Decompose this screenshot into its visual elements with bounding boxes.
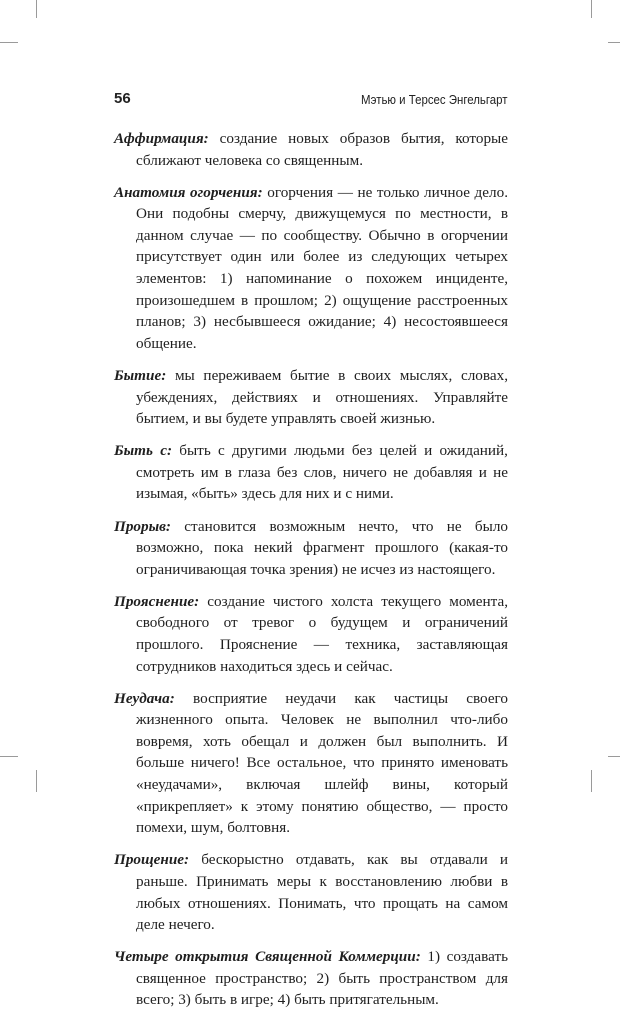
glossary-entry [114,440,508,505]
crop-mark-top-left-horizontal [0,42,18,43]
glossary [114,128,508,1021]
entry-colon: : [194,592,208,610]
glossary-entry [114,849,508,935]
crop-mark-top-right-vertical [591,0,592,18]
entry-definition: мы переживаем бытие в своих мыслях, словах, убеждениях, действиях и отношениях. Управляйте бытием, и вы будете управлять своей жизнью. [136,366,508,428]
crop-mark-top-right-horizontal [608,42,620,43]
page-header [114,90,508,112]
page-number: 56 [114,90,131,107]
entry-term: Прояснение [114,592,195,610]
entry-term: Быть с [114,442,167,460]
entry-definition: огорчения — не только личное дело. Они подобны смерчу, движущемуся по местности, в данном случае — по сообществу. Обычно в огорчении присутствует один или более из следующих четырех элементов: 1) напоминание о похожем инциденте, произошедшем в прошлом; 2) ощущение расстроенных планов; 3) несбывшееся ожидание; 4) несостоявшееся общение. [136,183,508,352]
crop-mark-bottom-left-vertical [36,770,37,792]
glossary-entry [114,365,508,430]
entry-definition: 1) создавать священное пространство; 2) быть пространством для всего; 3) быть в игре; 4) быть притягательным. [136,948,509,1009]
entry-term: Прорыв [114,517,166,535]
entry-colon: : [203,130,220,147]
entry-definition: быть с другими людьми без целей и ожиданий, смотреть им в глаза без слов, ничего не добавляя и не изымая, «быть» здесь для них и с ними. [136,442,508,503]
entry-colon: : [169,689,194,707]
running-head: Мэтью и Терсес Энгельгарт [361,92,508,107]
crop-mark-bottom-right-horizontal [608,756,620,757]
entry-definition: становится возможным нечто, что не было возможно, пока некий фрагмент прошлого (какая-то ограничивающая точка зрения) не исчез из настоящего. [136,517,508,578]
entry-term: Бытие [114,366,162,384]
entry-definition: бескорыстно отдавать, как вы отдавали и раньше. Принимать меры к восстановлению любви в любых отношениях. Понимать, что прощать на самом деле нечего. [136,851,508,934]
glossary-entry [114,591,508,677]
glossary-entry [114,688,508,839]
glossary-entry [114,182,508,355]
entry-colon: : [166,442,180,460]
crop-mark-bottom-left-horizontal [0,756,18,757]
crop-mark-bottom-right-vertical [591,770,592,792]
entry-colon: : [165,517,185,535]
entry-definition: восприятие неудачи как частицы своего жизненного опыта. Человек не выполнил что-либо вовремя, хоть обещал и должен был выполнить. И больше ничего! Все остальное, что принято именовать «неудачами», включая шлейф вины, который «прикрепляет» к этому понятию общество, — просто помехи, шум, болтовня. [136,689,508,837]
entry-definition: создание новых образов бытия, которые сближают человека со священным. [136,130,508,169]
crop-mark-top-left-vertical [36,0,37,18]
entry-definition: создание чистого холста текущего момента, свободного от тревог о будущем и ограничений прошлого. Прояснение — техника, заставляющая сотрудников находиться здесь и сейчас. [136,592,508,675]
glossary-entry [114,516,508,581]
entry-colon: : [184,851,202,869]
entry-term: Неудача [114,689,170,707]
entry-term: Прощение [114,851,185,869]
entry-term: Анатомия огорчения [114,183,258,201]
glossary-entry [114,128,508,171]
entry-term: Аффирмация [114,130,204,147]
glossary-entry [114,946,508,1011]
entry-colon: : [161,366,175,384]
entry-colon: : [257,183,268,201]
entry-term: Четыре открытия Священной Коммерции [114,948,416,966]
entry-colon: : [415,948,428,966]
